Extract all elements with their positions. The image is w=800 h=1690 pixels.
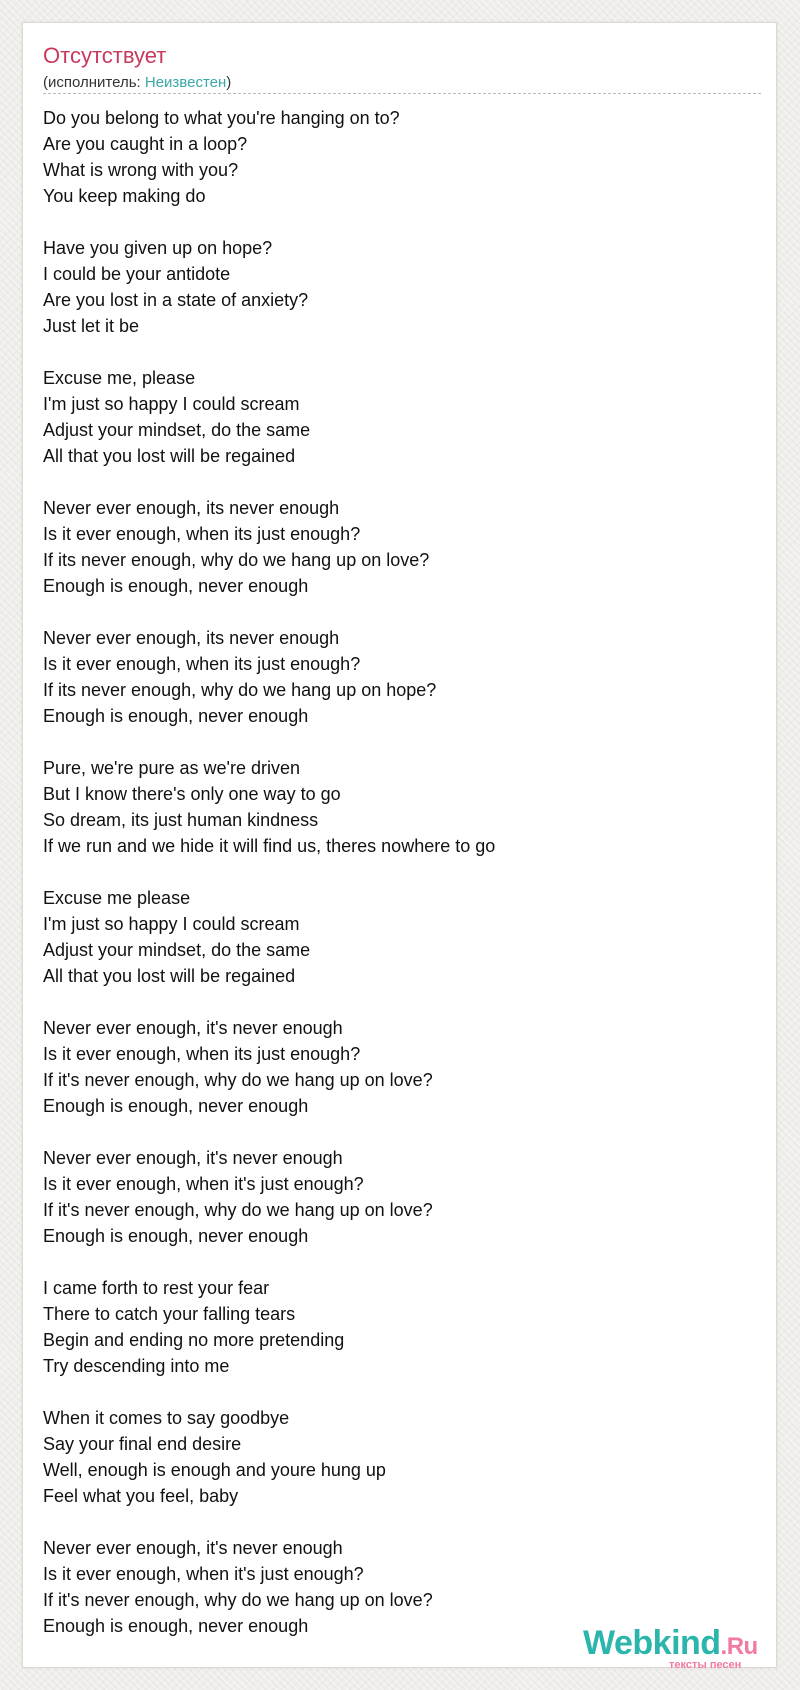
lyric-line: If it's never enough, why do we hang up on love? [43, 1590, 433, 1610]
lyric-line: Excuse me please [43, 888, 191, 908]
logo-tagline: тексты песен [669, 1659, 742, 1671]
lyric-line: Excuse me, please [43, 368, 196, 388]
site-logo[interactable] [583, 1623, 783, 1683]
lyric-line: If it's never enough, why do we hang up on love? [43, 1070, 433, 1090]
lyric-line: Well, enough is enough and youre hung up [43, 1460, 386, 1480]
lyric-line: All that you lost will be regained [43, 446, 296, 466]
stanza [43, 625, 758, 729]
artist-line [43, 74, 231, 92]
lyric-line: All that you lost will be regained [43, 966, 296, 986]
lyric-line: Feel what you feel, baby [43, 1486, 239, 1506]
lyric-line: If its never enough, why do we hang up on love? [43, 550, 430, 570]
lyric-line: I came forth to rest your fear [43, 1278, 270, 1298]
artist-link[interactable]: Неизвестен [144, 74, 227, 91]
lyric-line: Adjust your mindset, do the same [43, 420, 311, 440]
lyric-line: There to catch your falling tears [43, 1304, 296, 1324]
lyric-line: Enough is enough, never enough [43, 576, 309, 596]
lyric-line: If we run and we hide it will find us, theres nowhere to go [43, 836, 496, 856]
logo-suffix: .Ru [720, 1633, 758, 1660]
lyric-line: Never ever enough, it's never enough [43, 1018, 343, 1038]
lyric-line: Enough is enough, never enough [43, 1226, 309, 1246]
lyric-line: Never ever enough, it's never enough [43, 1148, 343, 1168]
lyric-line: You keep making do [43, 186, 206, 206]
stanza [43, 1275, 758, 1379]
lyric-line: Pure, we're pure as we're driven [43, 758, 300, 778]
lyric-line: Are you lost in a state of anxiety? [43, 290, 309, 310]
lyric-line: Enough is enough, never enough [43, 1616, 309, 1636]
lyric-line: Is it ever enough, when it's just enough? [43, 1174, 364, 1194]
stanza [43, 885, 758, 989]
stanza [43, 235, 758, 339]
lyric-line: Never ever enough, its never enough [43, 498, 340, 518]
lyric-line: Never ever enough, it's never enough [43, 1538, 343, 1558]
stanza [43, 495, 758, 599]
title-divider [43, 93, 761, 94]
stanza [43, 755, 758, 859]
lyric-line: Have you given up on hope? [43, 238, 273, 258]
lyric-line: So dream, its just human kindness [43, 810, 319, 830]
lyric-line: Begin and ending no more pretending [43, 1330, 345, 1350]
artist-prefix: (исполнитель: [43, 74, 145, 91]
lyric-line: I'm just so happy I could scream [43, 394, 300, 414]
stanza [43, 105, 758, 209]
lyric-line: What is wrong with you? [43, 160, 239, 180]
lyric-line: I'm just so happy I could scream [43, 914, 300, 934]
artist-suffix: ) [226, 74, 232, 91]
lyric-line: Enough is enough, never enough [43, 1096, 309, 1116]
stanza [43, 365, 758, 469]
lyrics-card [22, 22, 777, 1671]
stanza [43, 1405, 758, 1509]
lyrics-body [43, 105, 758, 1665]
lyric-line: Is it ever enough, when it's just enough? [43, 1564, 364, 1584]
lyric-line: If its never enough, why do we hang up on hope? [43, 680, 437, 700]
stanza [43, 1145, 758, 1249]
lyric-line: Is it ever enough, when its just enough? [43, 1044, 361, 1064]
lyric-line: Adjust your mindset, do the same [43, 940, 311, 960]
lyric-line: Are you caught in a loop? [43, 134, 248, 154]
song-title: Отсутствует [43, 43, 167, 68]
lyric-line: Try descending into me [43, 1356, 230, 1376]
lyric-line: Say your final end desire [43, 1434, 242, 1454]
lyric-line: If it's never enough, why do we hang up on love? [43, 1200, 433, 1220]
stanza [43, 1015, 758, 1119]
lyric-line: Enough is enough, never enough [43, 706, 309, 726]
lyric-line: Is it ever enough, when its just enough? [43, 524, 361, 544]
lyric-line: Do you belong to what you're hanging on to? [43, 108, 400, 128]
lyric-line: I could be your antidote [43, 264, 231, 284]
logo-name: Webkind [583, 1624, 721, 1662]
lyric-line: Just let it be [43, 316, 140, 336]
lyric-line: When it comes to say goodbye [43, 1408, 290, 1428]
lyric-line: But I know there's only one way to go [43, 784, 341, 804]
lyric-line: Never ever enough, its never enough [43, 628, 340, 648]
lyric-line: Is it ever enough, when its just enough? [43, 654, 361, 674]
